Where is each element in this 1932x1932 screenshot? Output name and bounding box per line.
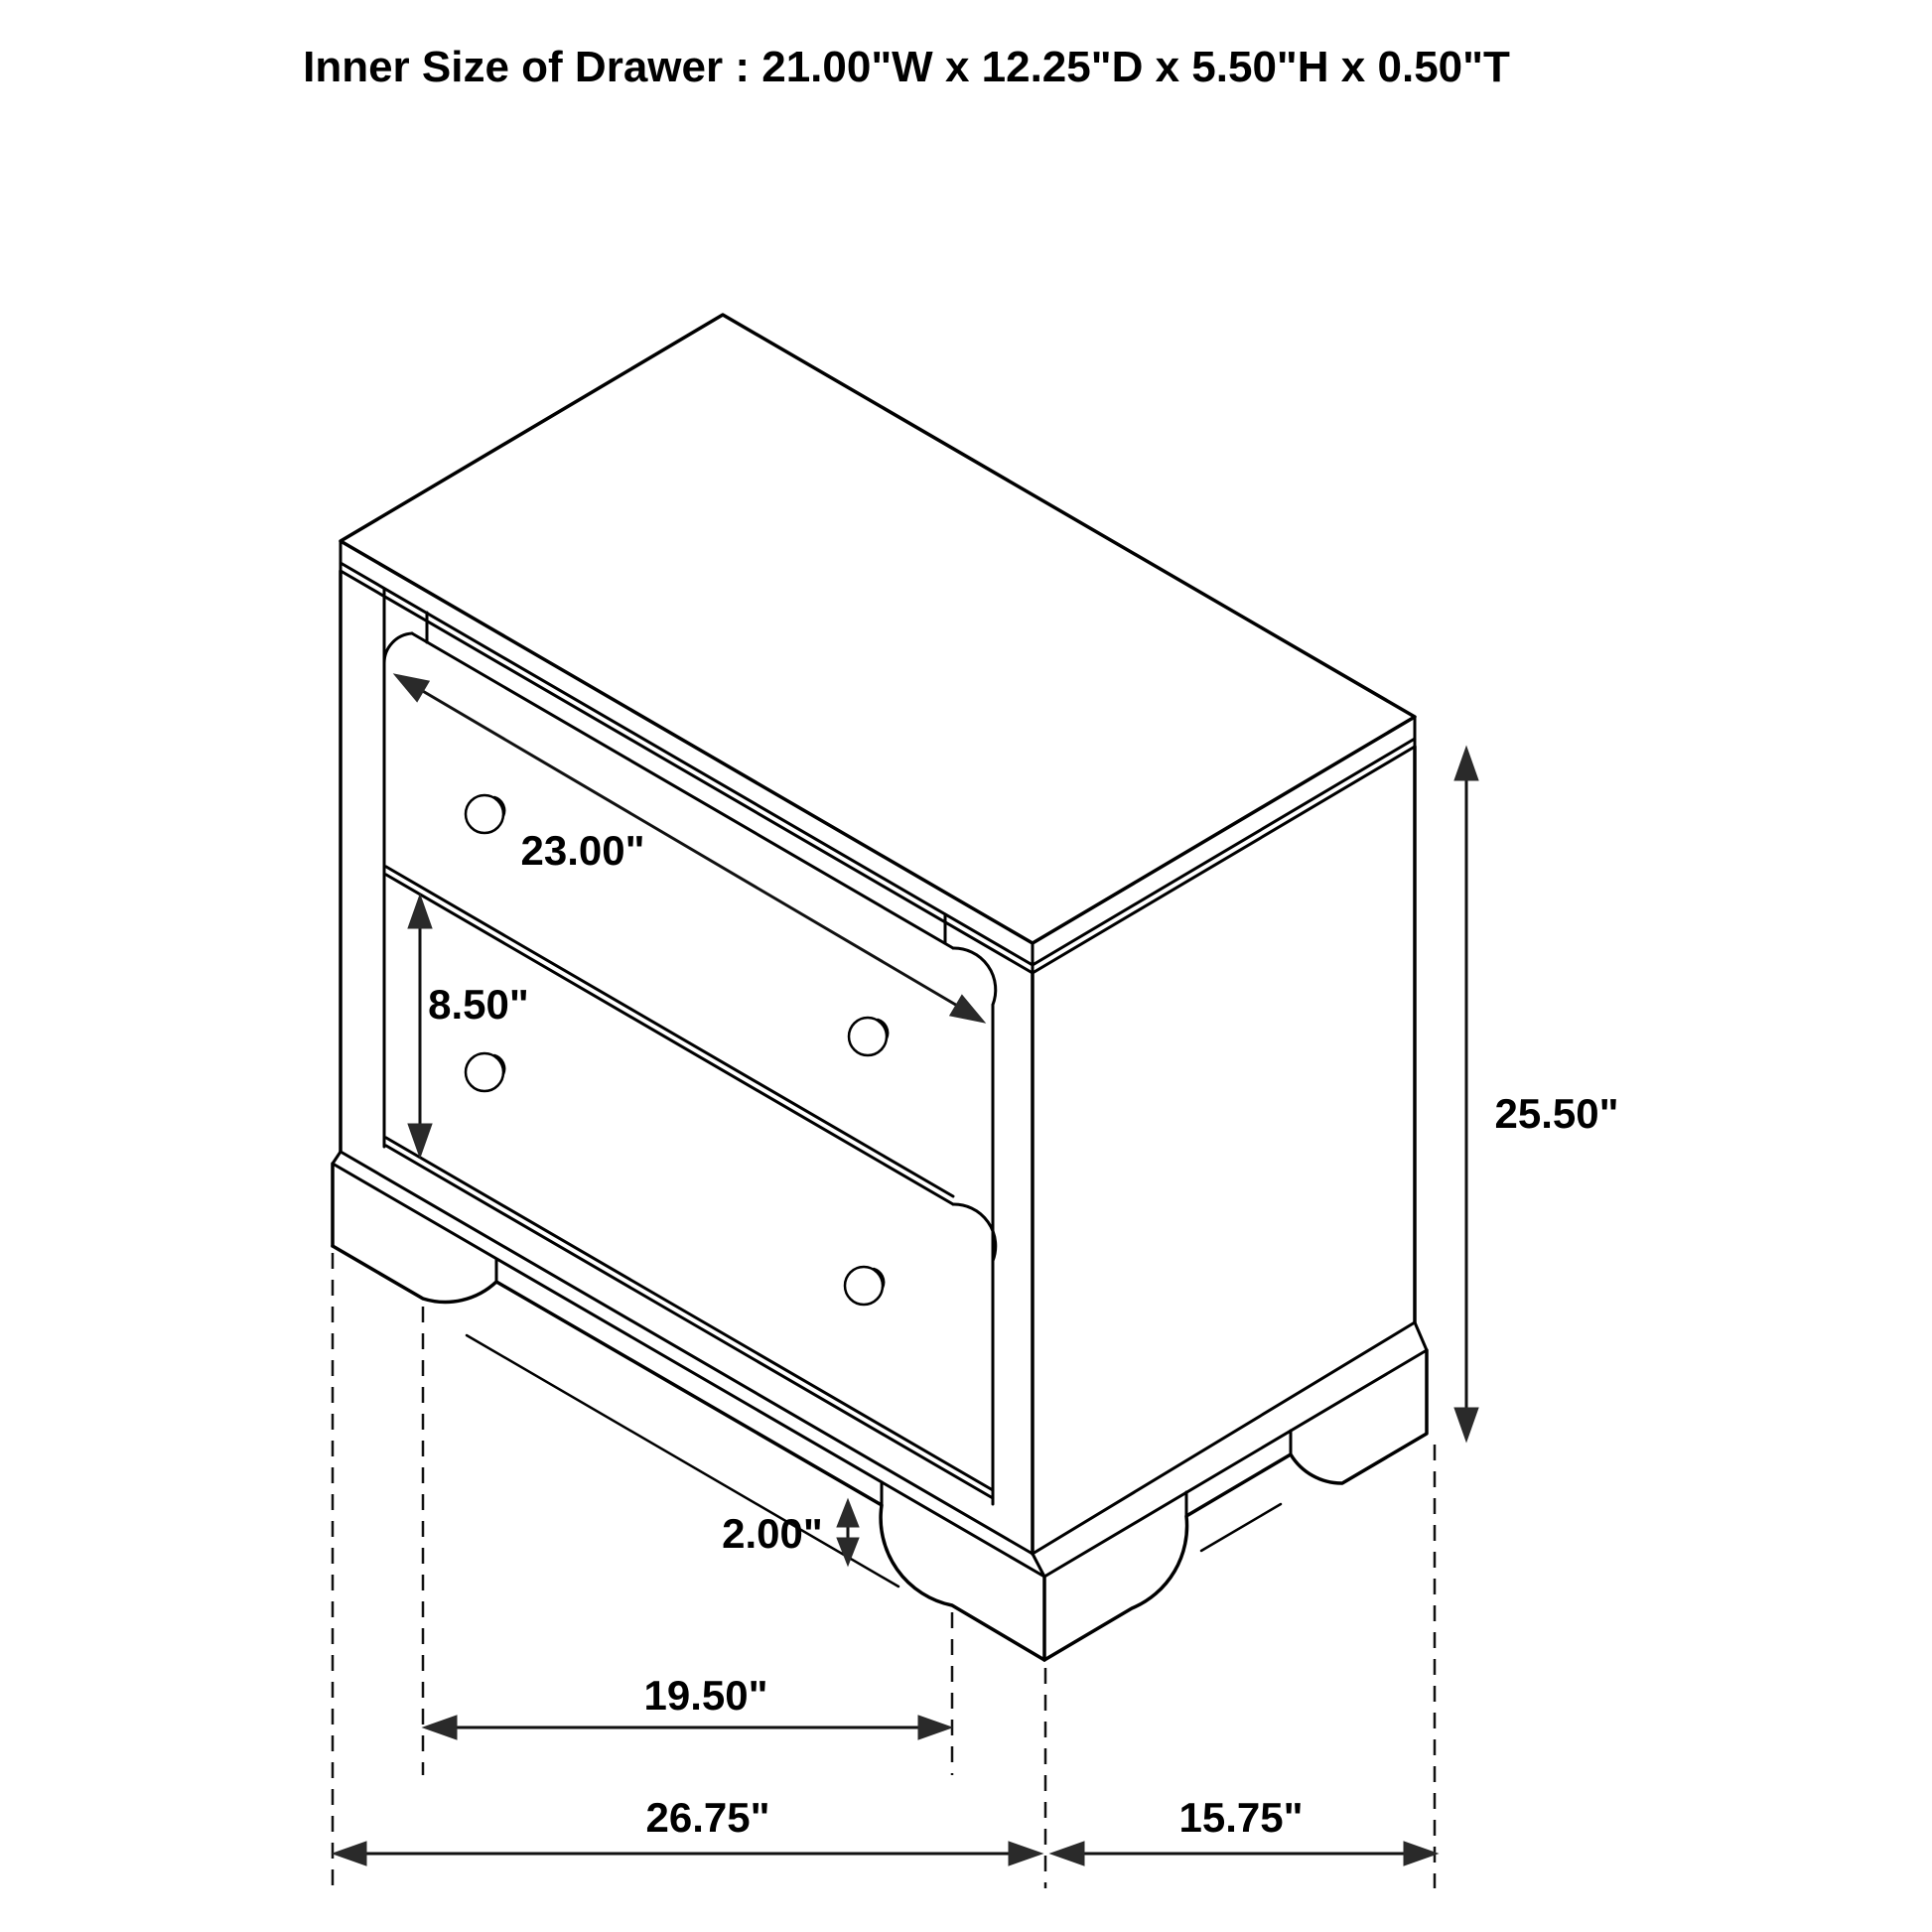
dimension-label-drawer-front-height: 8.50" bbox=[428, 981, 529, 1028]
base-plinth bbox=[333, 1152, 1427, 1660]
dimension-overall-width bbox=[333, 1794, 1042, 1865]
top-slab-right-edge-2 bbox=[1033, 747, 1415, 973]
diagram-title: Inner Size of Drawer : 21.00"W x 12.25"D x 5.50"H x 0.50"T bbox=[303, 43, 1510, 91]
drawer1-left-knob bbox=[466, 795, 503, 833]
dimension-label-overall-height: 25.50" bbox=[1494, 1090, 1619, 1137]
carcass-bottom-front-edge bbox=[341, 1152, 1033, 1554]
drawer1-right-knob bbox=[849, 1018, 887, 1055]
drawer1-top-edge bbox=[412, 633, 953, 948]
dimension-label-overall-width: 26.75" bbox=[645, 1794, 770, 1841]
plinth-side-joints bbox=[1186, 1431, 1291, 1516]
arrowhead bbox=[423, 1716, 457, 1739]
arrowhead bbox=[333, 1842, 366, 1865]
drawer1-top-left-cove bbox=[384, 633, 412, 663]
plinth-side-profile bbox=[1044, 1350, 1427, 1660]
arrowhead bbox=[1050, 1842, 1084, 1865]
top-slab-corner-caps bbox=[341, 541, 1415, 973]
plinth-side-top-edge bbox=[1044, 1350, 1427, 1577]
drawer2-left-knob bbox=[466, 1053, 503, 1091]
dimension-foot-clearance bbox=[722, 1499, 859, 1566]
plinth-side-through-line bbox=[1201, 1504, 1281, 1551]
arrowhead bbox=[394, 674, 429, 702]
face-frame bbox=[341, 589, 1033, 1554]
drawer-divider-top bbox=[386, 867, 953, 1196]
extension-lines bbox=[333, 1253, 1435, 1888]
dimension-line bbox=[421, 690, 959, 1007]
drawer2-right-knob bbox=[845, 1267, 883, 1305]
drawer-divider-bottom bbox=[386, 875, 953, 1204]
side-bottom-edge bbox=[1033, 1322, 1415, 1554]
dimension-label-drawer-width: 23.00" bbox=[520, 827, 645, 874]
drawer2-bottom-edge-2 bbox=[386, 1146, 993, 1498]
arrowhead bbox=[918, 1716, 952, 1739]
top-slab-front-edge-2 bbox=[341, 571, 1033, 973]
dimension-overall-depth bbox=[1050, 1794, 1438, 1865]
dimension-label-overall-depth: 15.75" bbox=[1178, 1794, 1304, 1841]
dimension-foot-inner-span bbox=[423, 1672, 952, 1739]
top-slab-right-edge bbox=[1033, 739, 1415, 965]
dimension-label-foot-inner-span: 19.50" bbox=[643, 1672, 768, 1719]
drawer1-top-right-cove bbox=[953, 948, 996, 1005]
arrowhead bbox=[1404, 1842, 1438, 1865]
arrowhead bbox=[1454, 1408, 1478, 1442]
dimension-drawer-width bbox=[394, 674, 985, 1023]
arrowhead bbox=[950, 995, 985, 1023]
top-slab-front-edge bbox=[341, 563, 1033, 965]
drawer2-bottom-edge bbox=[386, 1138, 993, 1490]
arrowhead bbox=[837, 1499, 859, 1527]
plinth-front-top-edge bbox=[333, 1164, 1044, 1577]
top-face bbox=[341, 315, 1415, 943]
dimension-drawer-front-height bbox=[408, 895, 529, 1158]
arrowhead bbox=[1454, 747, 1478, 780]
arrowhead bbox=[1009, 1842, 1042, 1865]
plinth-front-joints bbox=[496, 1259, 882, 1505]
dimension-overall-height bbox=[1454, 747, 1619, 1442]
dimension-label-foot-clearance: 2.00" bbox=[722, 1510, 823, 1557]
plinth-front-profile bbox=[333, 1246, 1044, 1660]
plinth-through-arch-line bbox=[467, 1335, 898, 1587]
drawer2-top-right-cove bbox=[953, 1204, 996, 1261]
